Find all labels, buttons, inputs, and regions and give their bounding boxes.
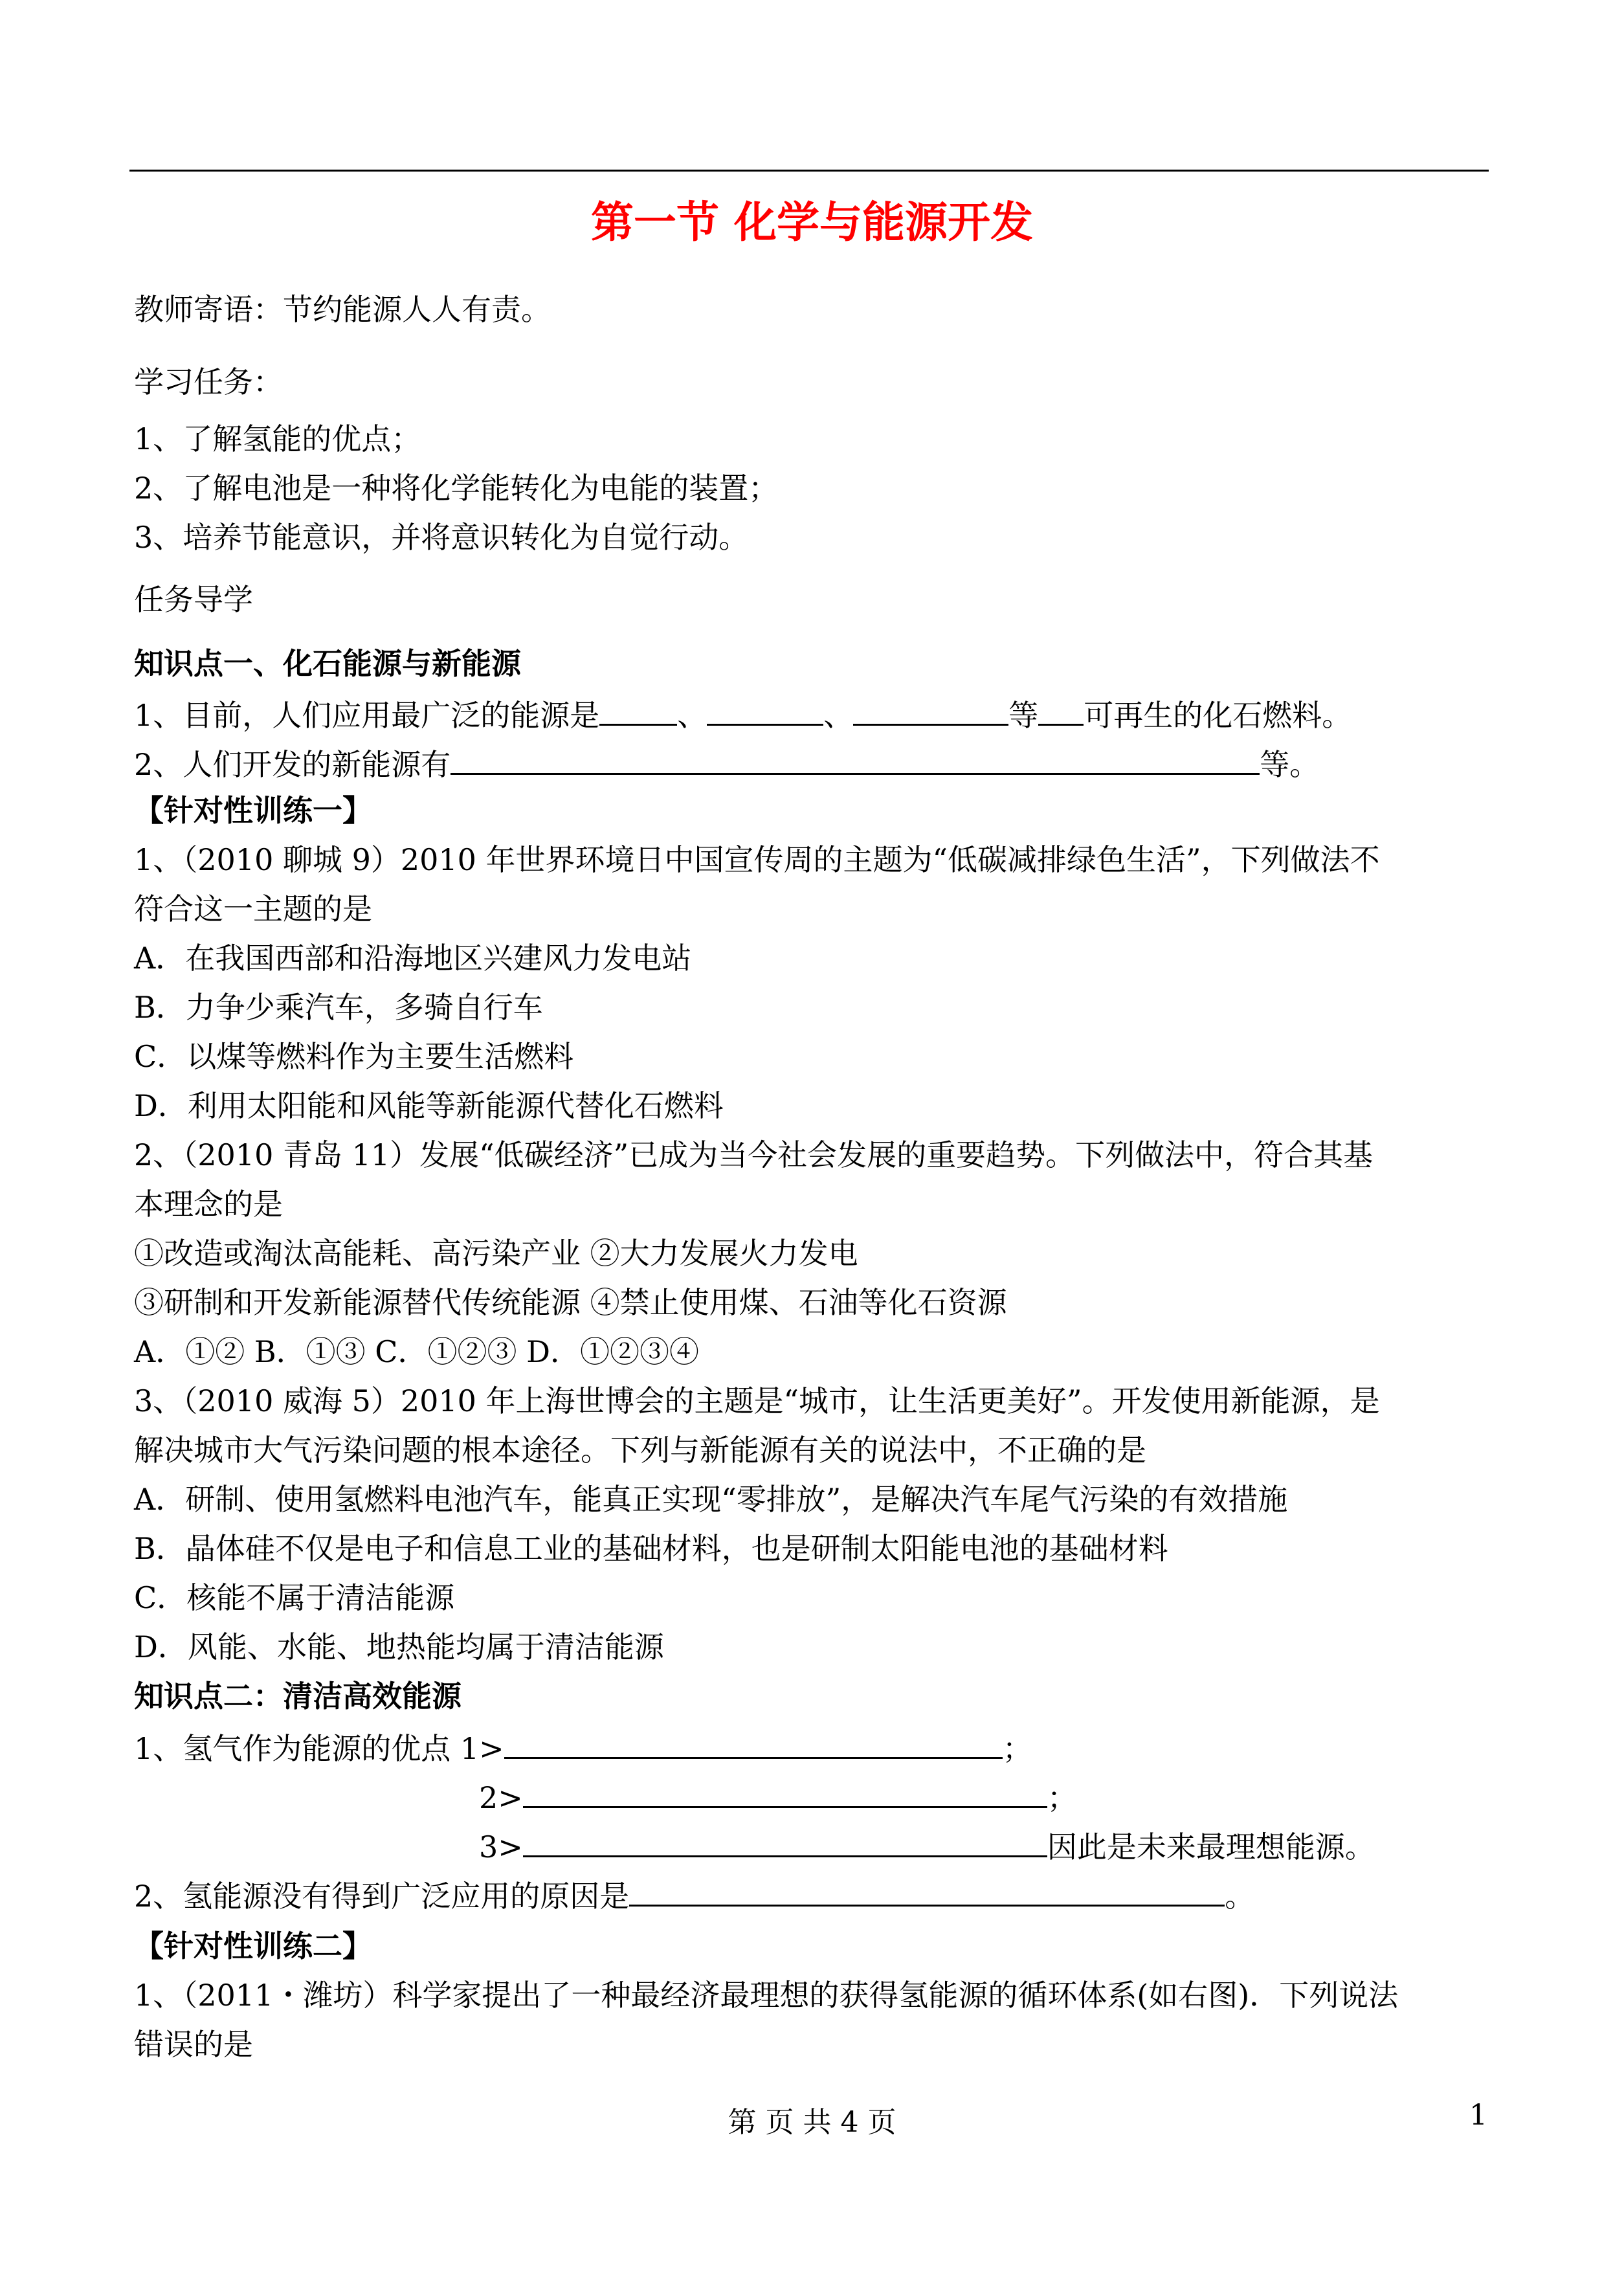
tasks-heading: 学习任务： (134, 364, 283, 399)
kp2-question-1-item2 (479, 1775, 1077, 1817)
kp2-q2-suffix: 。 (1225, 1879, 1255, 1914)
kp2-question-1 (134, 1726, 1032, 1768)
kp1-q1-sep1: 、 (677, 698, 707, 733)
train1-q3-option-a: A．研制、使用氢燃料电池汽车，能真正实现“零排放”，是解决汽车尾气污染的有效措施 (134, 1482, 1288, 1517)
kp2-item2-label: 2> (479, 1780, 523, 1815)
train1-q2-statements-2: ③研制和开发新能源替代传统能源 ④禁止使用煤、石油等化石资源 (134, 1285, 1007, 1320)
guide-heading: 任务导学 (134, 582, 253, 617)
page-title: 第一节 化学与能源开发 (591, 197, 1033, 247)
train1-heading: 【针对性训练一】 (134, 793, 372, 828)
train2-q1-line1: 1、（2011・潍坊）科学家提出了一种最经济最理想的获得氢能源的循环体系(如右图)．下列说法 (134, 1978, 1399, 2013)
answer-blank[interactable] (629, 1874, 1225, 1907)
train1-q3-option-c: C．核能不属于清洁能源 (134, 1580, 455, 1615)
train1-q3-line2: 解决城市大气污染问题的根本途径。下列与新能源有关的说法中，不正确的是 (134, 1433, 1146, 1468)
answer-blank[interactable] (523, 1775, 1047, 1808)
kp1-question-1 (134, 693, 1351, 735)
kp2-q1-end1: ； (1002, 1731, 1032, 1766)
kp1-question-2 (134, 742, 1319, 784)
kp1-q1-suffix: 可再生的化石燃料。 (1084, 698, 1352, 733)
train1-q3-line1: 3、（2010 威海 5）2010 年上海世博会的主题是“城市，让生活更美好”。开发使用新能源，是 (134, 1383, 1380, 1418)
train1-q2-line1: 2、（2010 青岛 11）发展“低碳经济”已成为当今社会发展的重要趋势。下列做法中，符合其基 (134, 1137, 1374, 1172)
page-number: 1 (1469, 2099, 1487, 2132)
train1-q2-statements-1: ①改造或淘汰高能耗、高污染产业 ②大力发展火力发电 (134, 1236, 858, 1271)
kp2-q1-end2: ； (1047, 1780, 1077, 1815)
kp1-heading: 知识点一、化石能源与新能源 (134, 646, 521, 681)
answer-blank[interactable] (523, 1824, 1047, 1857)
answer-blank[interactable] (504, 1726, 1003, 1759)
kp1-q1-sep2: 、 (823, 698, 854, 733)
train1-q1-option-a: A．在我国西部和沿海地区兴建风力发电站 (134, 941, 692, 976)
kp2-q1-prefix: 1、氢气作为能源的优点 1> (134, 1731, 504, 1766)
kp2-q2-prefix: 2、氢能源没有得到广泛应用的原因是 (134, 1879, 630, 1914)
answer-blank[interactable] (707, 693, 823, 726)
teacher-note: 教师寄语：节约能源人人有责。 (134, 292, 551, 327)
kp2-question-1-item3 (479, 1824, 1375, 1866)
page-footer-label: 第 页 共 4 页 (728, 2106, 896, 2139)
kp2-q1-end3: 因此是未来最理想能源。 (1047, 1829, 1375, 1864)
train1-q3-option-b: B．晶体硅不仅是电子和信息工业的基础材料，也是研制太阳能电池的基础材料 (134, 1531, 1168, 1566)
kp2-heading: 知识点二：清洁高效能源 (134, 1679, 462, 1714)
task-item: 2、了解电池是一种将化学能转化为电能的装置； (134, 471, 779, 506)
train1-q2-line2: 本理念的是 (134, 1187, 283, 1222)
task-item: 1、了解氢能的优点； (134, 421, 421, 456)
kp1-q2-prefix: 2、人们开发的新能源有 (134, 747, 451, 782)
answer-blank[interactable] (450, 742, 1260, 775)
kp1-q2-suffix: 等。 (1260, 747, 1320, 782)
train1-q1-option-c: C．以煤等燃料作为主要生活燃料 (134, 1039, 574, 1074)
train1-q1-option-b: B．力争少乘汽车，多骑自行车 (134, 990, 543, 1025)
kp2-item3-label: 3> (479, 1829, 523, 1864)
train1-q1-line1: 1、（2010 聊城 9）2010 年世界环境日中国宣传周的主题为“低碳减排绿色生活”，下列做法不 (134, 842, 1380, 877)
kp2-question-2 (134, 1874, 1254, 1916)
train1-q2-choices: A．①② B．①③ C．①②③ D．①②③④ (134, 1334, 699, 1369)
task-item: 3、培养节能意识，并将意识转化为自觉行动。 (134, 520, 749, 555)
answer-blank[interactable] (853, 693, 1008, 726)
train1-q1-option-d: D．利用太阳能和风能等新能源代替化石燃料 (134, 1088, 724, 1123)
kp1-q1-mid: 等 (1008, 698, 1039, 733)
header-rule (129, 170, 1489, 172)
train2-q1-line2: 错误的是 (134, 2027, 253, 2062)
answer-blank[interactable] (599, 693, 677, 726)
train2-heading: 【针对性训练二】 (134, 1929, 372, 1963)
kp1-q1-prefix: 1、目前，人们应用最广泛的能源是 (134, 698, 600, 733)
train1-q3-option-d: D．风能、水能、地热能均属于清洁能源 (134, 1629, 664, 1664)
train1-q1-line2: 符合这一主题的是 (134, 891, 372, 926)
answer-blank[interactable] (1038, 693, 1084, 726)
